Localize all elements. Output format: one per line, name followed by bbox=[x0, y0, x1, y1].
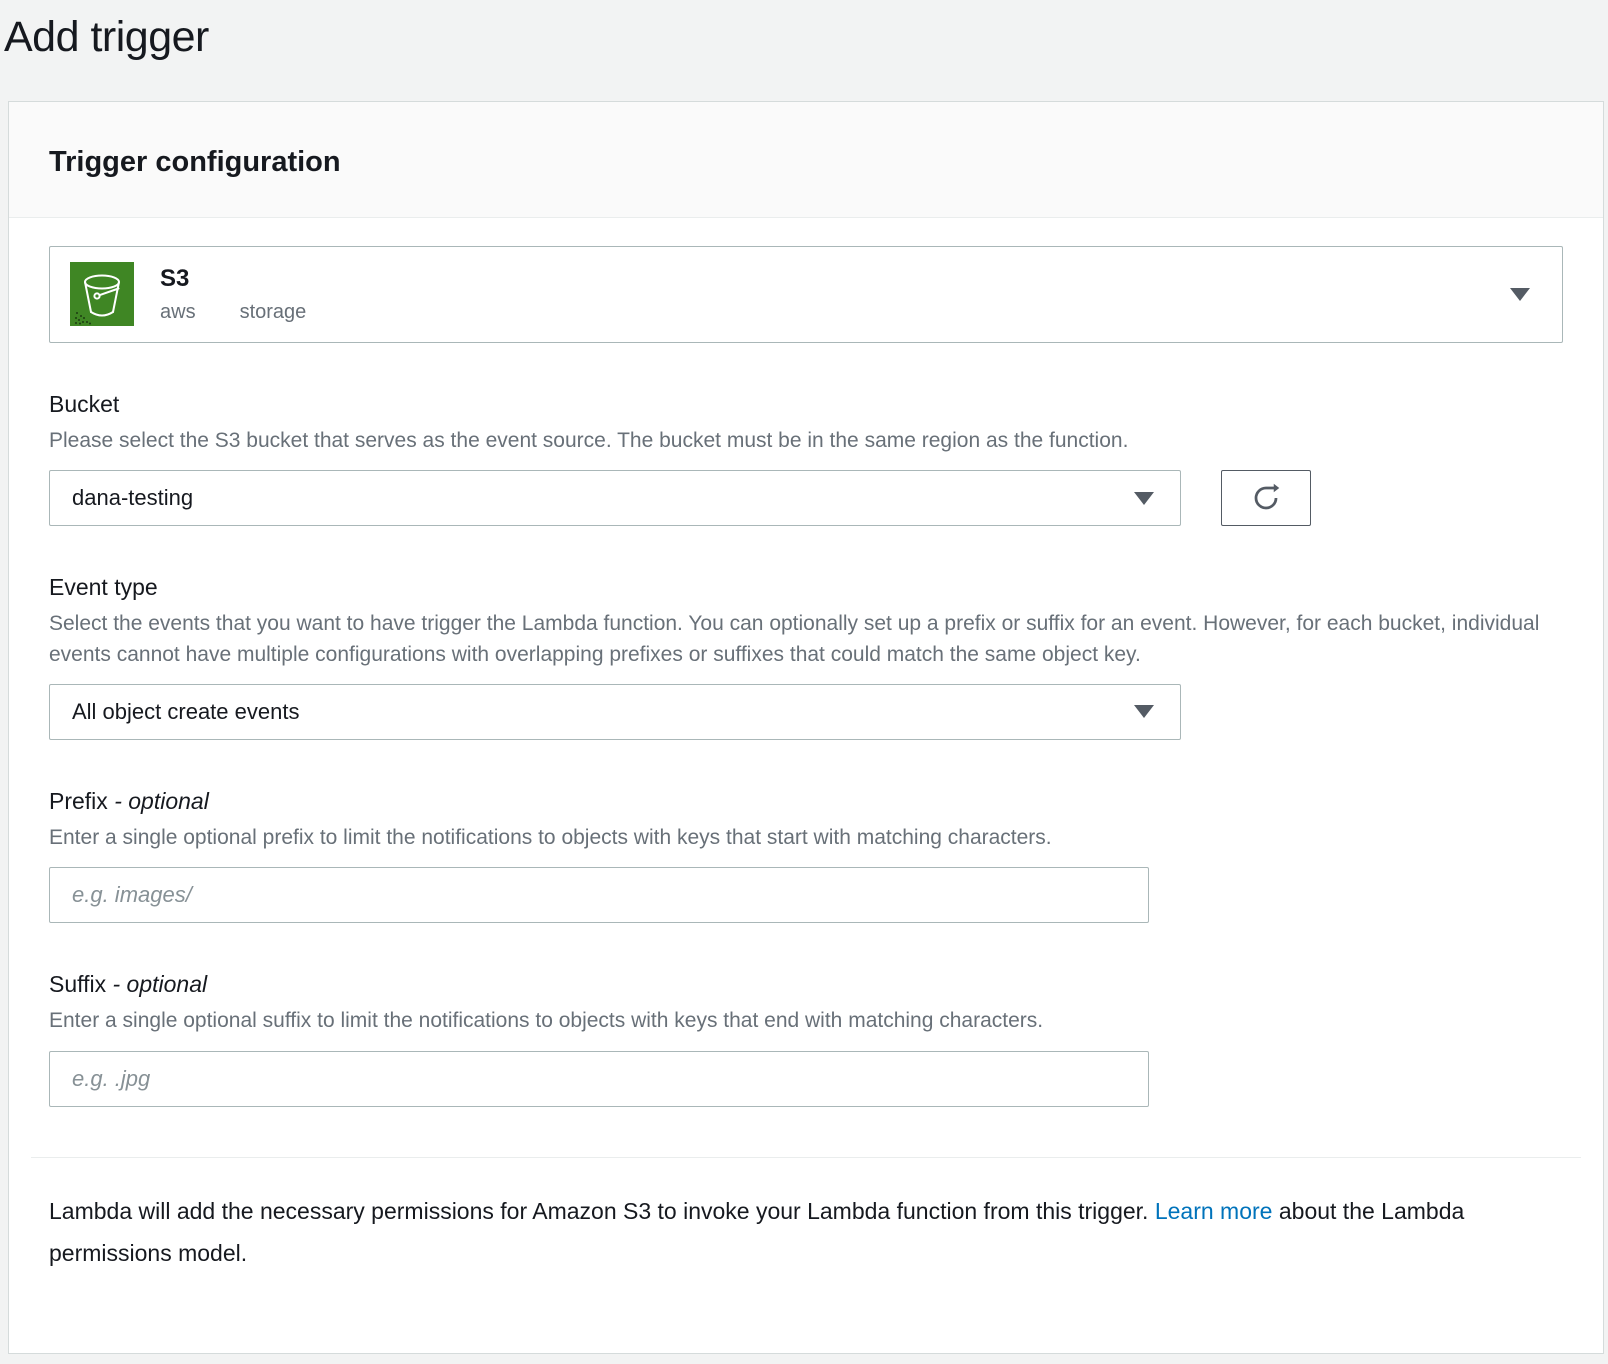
suffix-input[interactable] bbox=[49, 1051, 1149, 1107]
bucket-select-value: dana-testing bbox=[72, 485, 194, 511]
suffix-label bbox=[49, 970, 1563, 1000]
card-header bbox=[9, 102, 1603, 218]
event-type-select[interactable] bbox=[49, 684, 1181, 740]
service-text bbox=[160, 265, 306, 324]
event-type-description: Select the events that you want to have trigger the Lambda function. You can optionally set up a prefix or suffix for an event. However, for each bucket, individual events cannot have multiple configurations with overlapping prefixes or suffixes that could match the same object key. bbox=[49, 612, 1540, 666]
caret-down-icon bbox=[1134, 705, 1154, 718]
prefix-input[interactable] bbox=[49, 867, 1149, 923]
prefix-optional-text: - optional bbox=[114, 787, 209, 814]
bucket-control-row bbox=[49, 470, 1563, 526]
section-divider bbox=[31, 1157, 1581, 1158]
event-type-label: Event type bbox=[49, 574, 158, 601]
permissions-note bbox=[49, 1190, 1489, 1275]
trigger-configuration-card bbox=[8, 101, 1604, 1354]
caret-down-icon bbox=[1510, 288, 1530, 301]
card-header-title: Trigger configuration bbox=[49, 145, 341, 178]
refresh-buckets-button[interactable] bbox=[1221, 470, 1311, 526]
permissions-note-text: Lambda will add the necessary permissions for Amazon S3 to invoke your Lambda function from this trigger. bbox=[49, 1197, 1149, 1224]
suffix-label-text: Suffix bbox=[49, 971, 107, 998]
bucket-label: Bucket bbox=[49, 390, 120, 417]
suffix-description: Enter a single optional suffix to limit the notifications to objects with keys that end with matching characters. bbox=[49, 1009, 1044, 1033]
bucket-select[interactable] bbox=[49, 470, 1181, 526]
event-type-control-row bbox=[49, 684, 1563, 740]
page-title: Add trigger bbox=[4, 13, 209, 61]
service-tags bbox=[160, 301, 306, 324]
caret-down-icon bbox=[1134, 492, 1154, 505]
s3-bucket-icon bbox=[70, 262, 134, 326]
prefix-label-text: Prefix bbox=[49, 787, 108, 814]
prefix-label bbox=[49, 787, 1563, 817]
event-type-field bbox=[49, 573, 1563, 740]
service-category-tag: storage bbox=[239, 300, 307, 323]
event-type-select-value: All object create events bbox=[72, 698, 300, 724]
trigger-source-select[interactable] bbox=[49, 246, 1563, 343]
suffix-field bbox=[49, 970, 1563, 1106]
prefix-description: Enter a single optional prefix to limit the notifications to objects with keys that start with matching characters. bbox=[49, 825, 1052, 849]
prefix-field bbox=[49, 787, 1563, 923]
card-body bbox=[9, 218, 1603, 1353]
refresh-icon bbox=[1251, 483, 1281, 513]
learn-more-link[interactable]: Learn more bbox=[1154, 1197, 1273, 1224]
suffix-control-row bbox=[49, 1051, 1563, 1107]
suffix-optional-text: - optional bbox=[112, 971, 208, 998]
service-name: S3 bbox=[160, 264, 190, 292]
service-vendor-tag: aws bbox=[160, 300, 196, 323]
bucket-field bbox=[49, 390, 1563, 526]
permissions-note-text-after: about the Lambda permissions model. bbox=[49, 1197, 1465, 1267]
bucket-description: Please select the S3 bucket that serves as the event source. The bucket must be in the same region as the function. bbox=[49, 428, 1129, 452]
prefix-control-row bbox=[49, 867, 1563, 923]
